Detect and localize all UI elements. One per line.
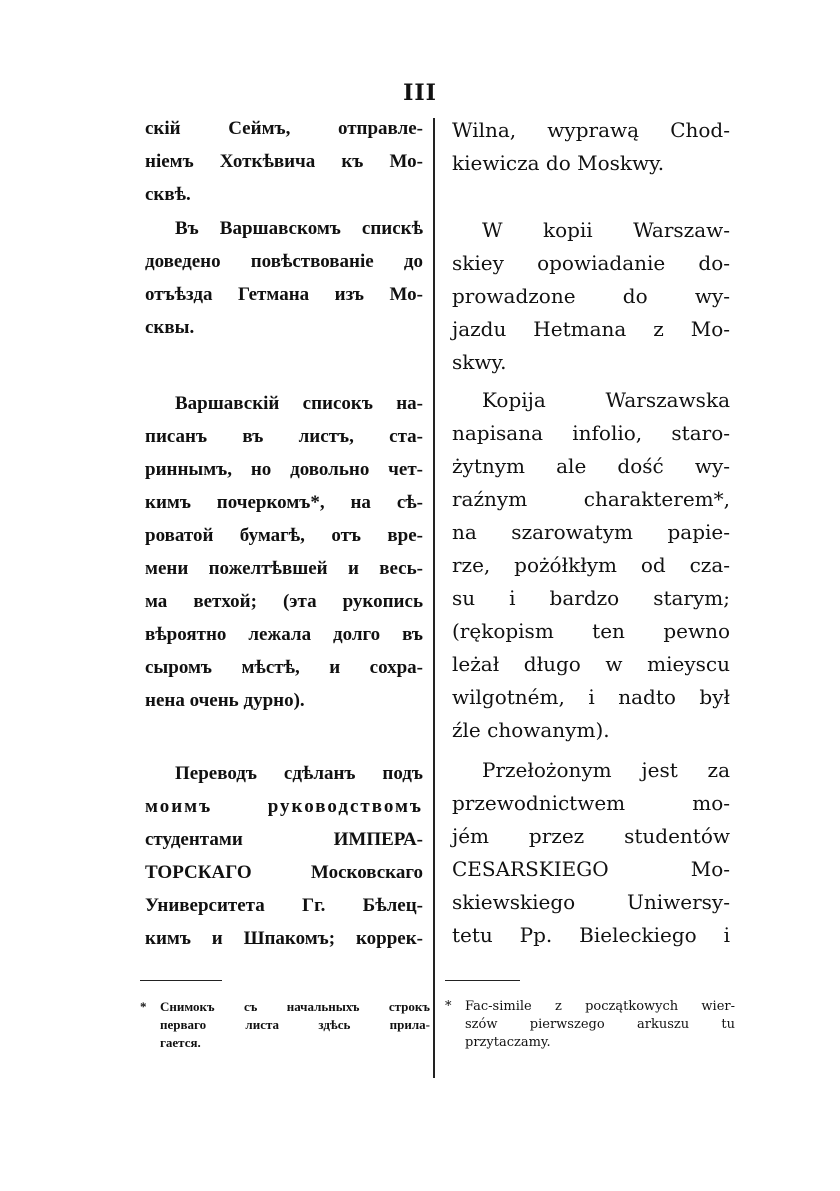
footnote-line: szów pierwszego arkuszu tu xyxy=(465,1017,735,1032)
pl-line: W kopii Warszaw- xyxy=(482,218,730,242)
page-number: III xyxy=(403,80,437,106)
footnote-marker: * xyxy=(445,999,452,1014)
pl-line: tetu Pp. Bieleckiego i xyxy=(452,923,730,947)
pl-line: skwy. xyxy=(452,350,507,374)
pl-line: źle chowanym). xyxy=(452,718,610,742)
pl-line: Wilna, wyprawą Chod- xyxy=(452,118,730,142)
pl-line: (rękopism ten pewno xyxy=(452,619,730,643)
pl-line: jém przez studentów xyxy=(452,824,730,848)
ru-line: скій Сеймъ, отправле- xyxy=(145,118,423,139)
ru-line: сквы. xyxy=(145,317,195,338)
pl-line: rze, pożółkłym od cza- xyxy=(452,553,730,577)
pl-line: raźnym charakterem*, xyxy=(452,487,730,511)
ru-line: сквѣ. xyxy=(145,184,191,205)
ru-line: отъѣзда Гетмана изъ Мо- xyxy=(145,284,423,305)
footnote-rule-pl xyxy=(445,980,520,981)
footnote-line: przytaczamy. xyxy=(465,1035,551,1050)
pl-line: CESARSKIEGO Mo- xyxy=(452,857,730,881)
ru-line: писанъ въ листъ, ста- xyxy=(145,426,423,447)
ru-line: моимъ руководствомъ xyxy=(145,796,423,817)
pl-line: wilgotném, i nadto był xyxy=(452,685,730,709)
ru-line: ма ветхой; (эта рукопись xyxy=(145,591,423,612)
column-divider xyxy=(433,118,435,1078)
footnote-line: Снимокъ съ начальныхъ строкъ xyxy=(160,999,430,1014)
pl-line: jazdu Hetmana z Mo- xyxy=(452,317,730,341)
ru-line: роватой бумагѣ, отъ вре- xyxy=(145,525,423,546)
pl-line: skiey opowiadanie do- xyxy=(452,251,730,275)
ru-line: Варшавскій списокъ на- xyxy=(175,393,423,414)
pl-line: żytnym ale dość wy- xyxy=(452,454,730,478)
pl-line: Kopija Warszawska xyxy=(482,388,730,412)
pl-line: prowadzone do wy- xyxy=(452,284,730,308)
footnote-line: перваго листа здѣсь прила- xyxy=(160,1017,430,1032)
footnote-marker: * xyxy=(140,999,147,1014)
ru-line: мени пожелтѣвшей и весь- xyxy=(145,558,423,579)
pl-line: kiewicza do Moskwy. xyxy=(452,151,665,175)
ru-line: Переводъ сдѣланъ подъ xyxy=(175,763,423,784)
pl-line: napisana infolio, staro- xyxy=(452,421,730,445)
ru-line: вѣроятно лежала долго въ xyxy=(145,624,423,645)
ru-line: ТОРСКАГО Московскаго xyxy=(145,862,423,883)
pl-line: przewodnictwem mo- xyxy=(452,791,730,815)
pl-line: su i bardzo starym; xyxy=(452,586,730,610)
ru-line: Университета Гг. Бѣлец- xyxy=(145,895,423,916)
ru-line: кимъ и Шпакомъ; коррек- xyxy=(145,928,423,949)
pl-line: skiewskiego Uniwersy- xyxy=(452,890,730,914)
pl-line: na szarowatym papie- xyxy=(452,520,730,544)
ru-line: доведено повѣствованіе до xyxy=(145,251,423,272)
ru-line: кимъ почеркомъ*, на сѣ- xyxy=(145,492,423,513)
ru-line: ніемъ Хоткѣвича къ Мо- xyxy=(145,151,423,172)
pl-line: leżał długo w mieyscu xyxy=(452,652,730,676)
pl-line: Przełożonym jest za xyxy=(482,758,730,782)
ru-line: риннымъ, но довольно чет- xyxy=(145,459,423,480)
ru-line: студентами ИМПЕРА- xyxy=(145,829,423,850)
ru-line: нена очень дурно). xyxy=(145,690,305,711)
footnote-rule-ru xyxy=(140,980,222,981)
ru-line: Въ Варшавскомъ спискѣ xyxy=(175,218,423,239)
footnote-line: Fac-simile z początkowych wier- xyxy=(465,999,735,1014)
ru-line: сыромъ мѣстѣ, и сохра- xyxy=(145,657,423,678)
footnote-line: гается. xyxy=(160,1035,201,1050)
